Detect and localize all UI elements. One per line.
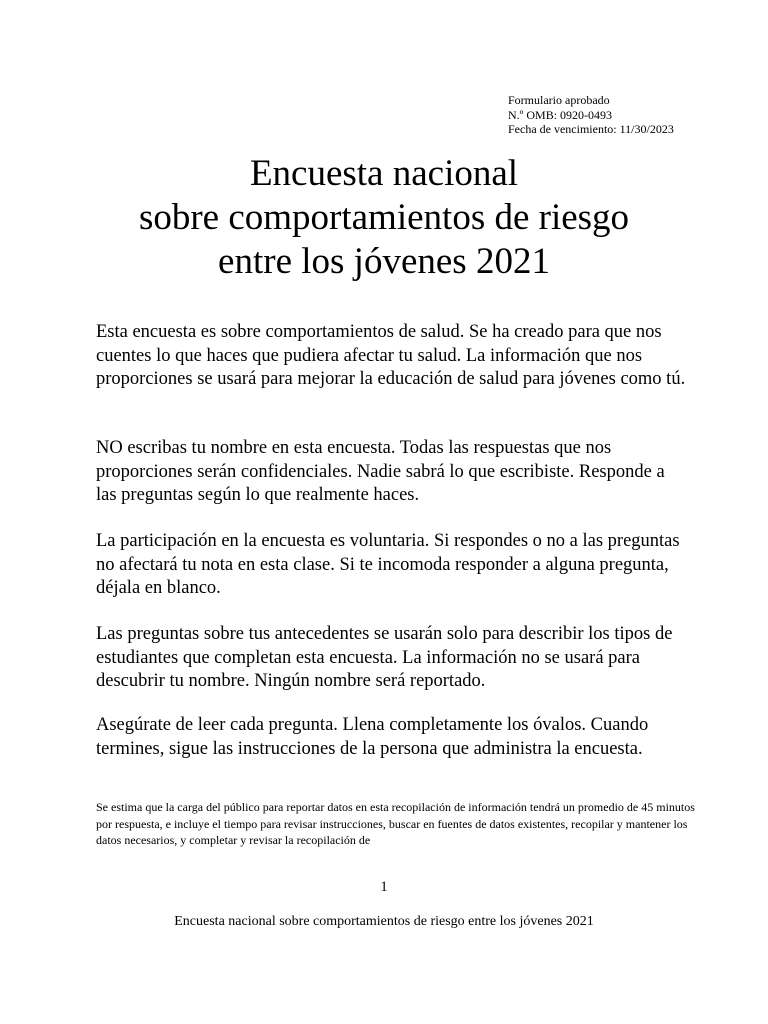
instructions-paragraph: Asegúrate de leer cada pregunta. Llena completamente los óvalos. Cuando termines, sigue las instrucciones de la persona que administra la encuesta. [96,715,649,759]
title-line-2: sobre comportamientos de riesgo [138,197,630,238]
page-number: 1 [380,879,388,895]
omb-approval-block [508,93,674,137]
background-paragraph: Las preguntas sobre tus antecedentes se usarán solo para describir los tipos de estudiantes que completan esta encuesta. La información no se usará para descubrir tu nombre. Ningún nombre será reportado. [96,624,673,691]
omb-number: N.º OMB: 0920-0493 [508,107,613,122]
page-title [0,152,768,284]
title-line-3: entre los jóvenes 2021 [218,241,550,282]
page-footer: Encuesta nacional sobre comportamientos de riesgo entre los jóvenes 2021 [174,914,594,929]
burden-statement: Se estima que la carga del público para reportar datos en esta recopilación de información tendrá un promedio de 45 minutos por respuesta, e incluye el tiempo para revisar instrucciones, buscar en fuentes de datos existentes, recopilar y mantener los datos necesarios, y completar y revisar la recopilación de [96,800,695,847]
voluntary-paragraph: La participación en la encuesta es voluntaria. Si respondes o no a las preguntas no afectará tu nota en esta clase. Si te incomoda responder a alguna pregunta, déjala en blanco. [96,531,680,598]
intro-paragraph: Esta encuesta es sobre comportamientos de salud. Se ha creado para que nos cuentes lo que haces que pudiera afectar tu salud. La información que nos proporciones se usará para mejorar la educación de salud para jóvenes como tú. [96,322,686,389]
anonymity-paragraph: NO escribas tu nombre en esta encuesta. Todas las respuestas que nos proporciones serán confidenciales. Nadie sabrá lo que escribiste. Responde a las preguntas según lo que realmente haces. [96,438,665,505]
expiration-date: Fecha de vencimiento: 11/30/2023 [508,122,674,136]
form-approved-label: Formulario aprobado [508,93,610,107]
title-line-1: Encuesta nacional [249,153,519,194]
